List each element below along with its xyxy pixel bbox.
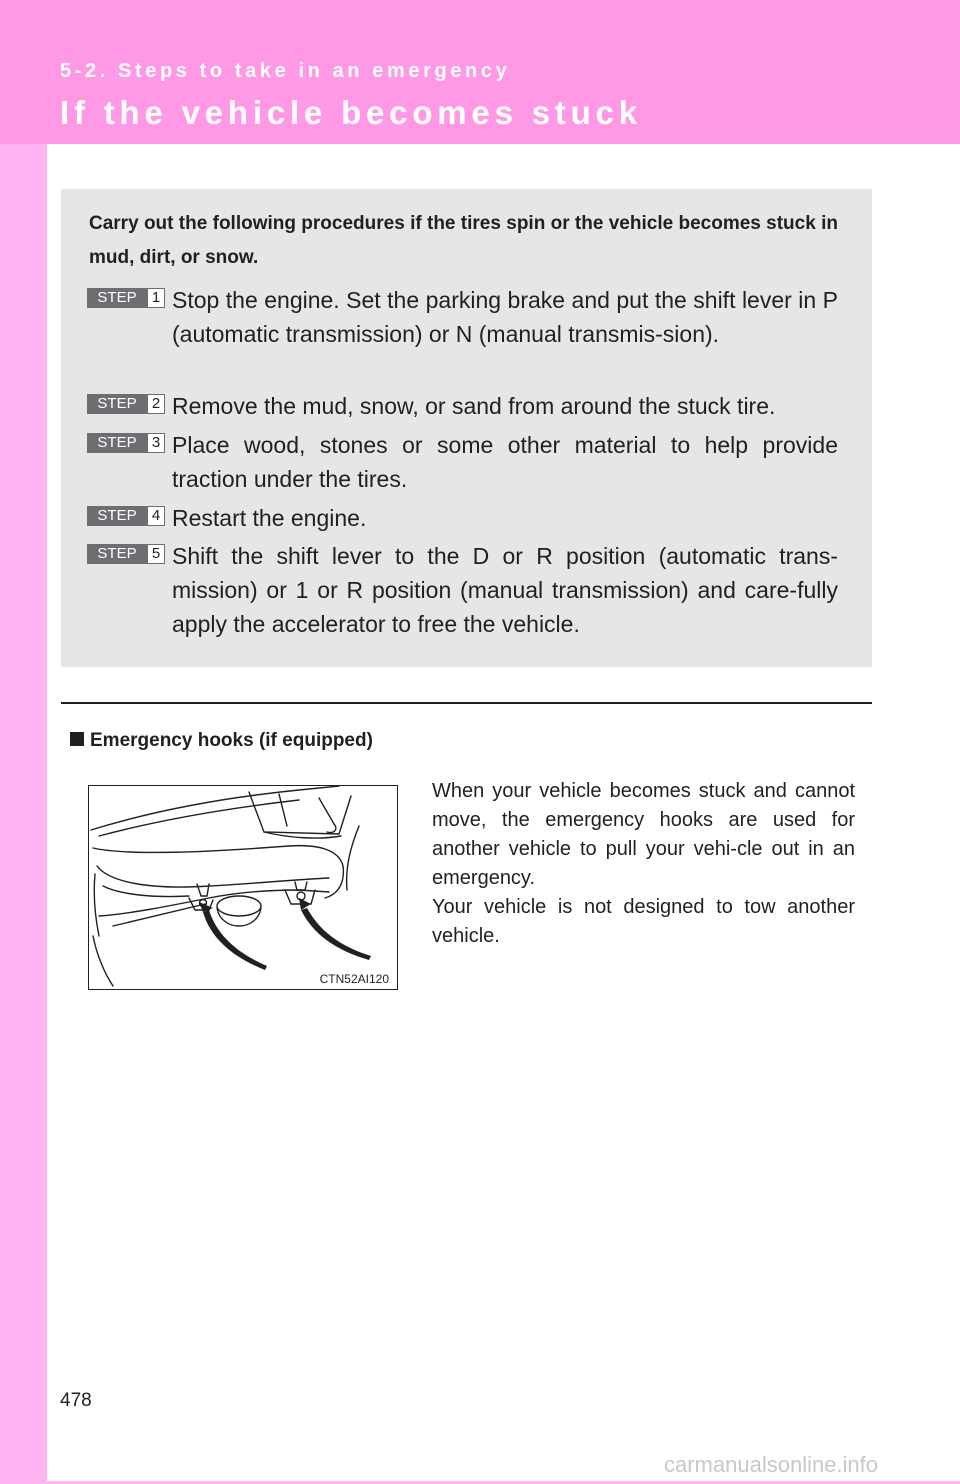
figure-code: CTN52AI120: [319, 972, 389, 986]
step-badge-label: STEP: [87, 433, 147, 453]
emergency-hooks-heading-text: Emergency hooks (if equipped): [90, 730, 373, 751]
step-badge-label: STEP: [87, 288, 147, 308]
side-strip: [0, 144, 47, 1484]
step-badge-number: 3: [147, 433, 165, 453]
step-badge-label: STEP: [87, 506, 147, 526]
step-badge: [87, 506, 165, 526]
hooks-paragraph-1: When your vehicle becomes stuck and cannot move, the emergency hooks are used for another vehicle to pull your vehi-cle out in an emergency.: [432, 780, 855, 889]
step-badge-number: 1: [147, 288, 165, 308]
step-badge-number: 5: [147, 544, 165, 564]
step-badge: [87, 288, 165, 308]
step-badge: [87, 394, 165, 414]
step-text: Remove the mud, snow, or sand from around the stuck tire.: [172, 393, 776, 419]
step-text: Place wood, stones or some other material to help provide traction under the tires.: [172, 432, 838, 492]
rear-underbody-illustration: [89, 786, 398, 990]
watermark: carmanualsonline.info: [664, 1452, 879, 1477]
hooks-paragraph-2: Your vehicle is not designed to tow another vehicle.: [432, 896, 855, 947]
step-badge-number: 4: [147, 506, 165, 526]
step-badge: [87, 544, 165, 564]
step-badge-number: 2: [147, 394, 165, 414]
step-text: Restart the engine.: [172, 505, 367, 531]
page-number: 478: [60, 1390, 92, 1411]
step-text: Stop the engine. Set the parking brake and put the shift lever in P (automatic transmission) or N (manual transmis-sion).: [172, 287, 838, 347]
step-badge: [87, 433, 165, 453]
step-badge-label: STEP: [87, 544, 147, 564]
step-badge-label: STEP: [87, 394, 147, 414]
procedure-intro: Carry out the following procedures if the tires spin or the vehicle becomes stuck in mud, dirt, or snow.: [89, 213, 838, 268]
section-divider: [61, 702, 872, 704]
emergency-hooks-heading: [70, 730, 373, 752]
bullet-square-icon: [70, 732, 84, 746]
section-label: 5-2. Steps to take in an emergency: [60, 60, 511, 82]
step-text: Shift the shift lever to the D or R position (automatic trans-mission) or 1 or R position (manual transmission) and care-fully apply the accelerator to free the vehicle.: [172, 543, 838, 637]
emergency-hooks-figure: [88, 785, 398, 990]
procedure-box: [61, 189, 872, 667]
page-title: If the vehicle becomes stuck: [60, 94, 642, 131]
emergency-hooks-description: [432, 777, 855, 951]
